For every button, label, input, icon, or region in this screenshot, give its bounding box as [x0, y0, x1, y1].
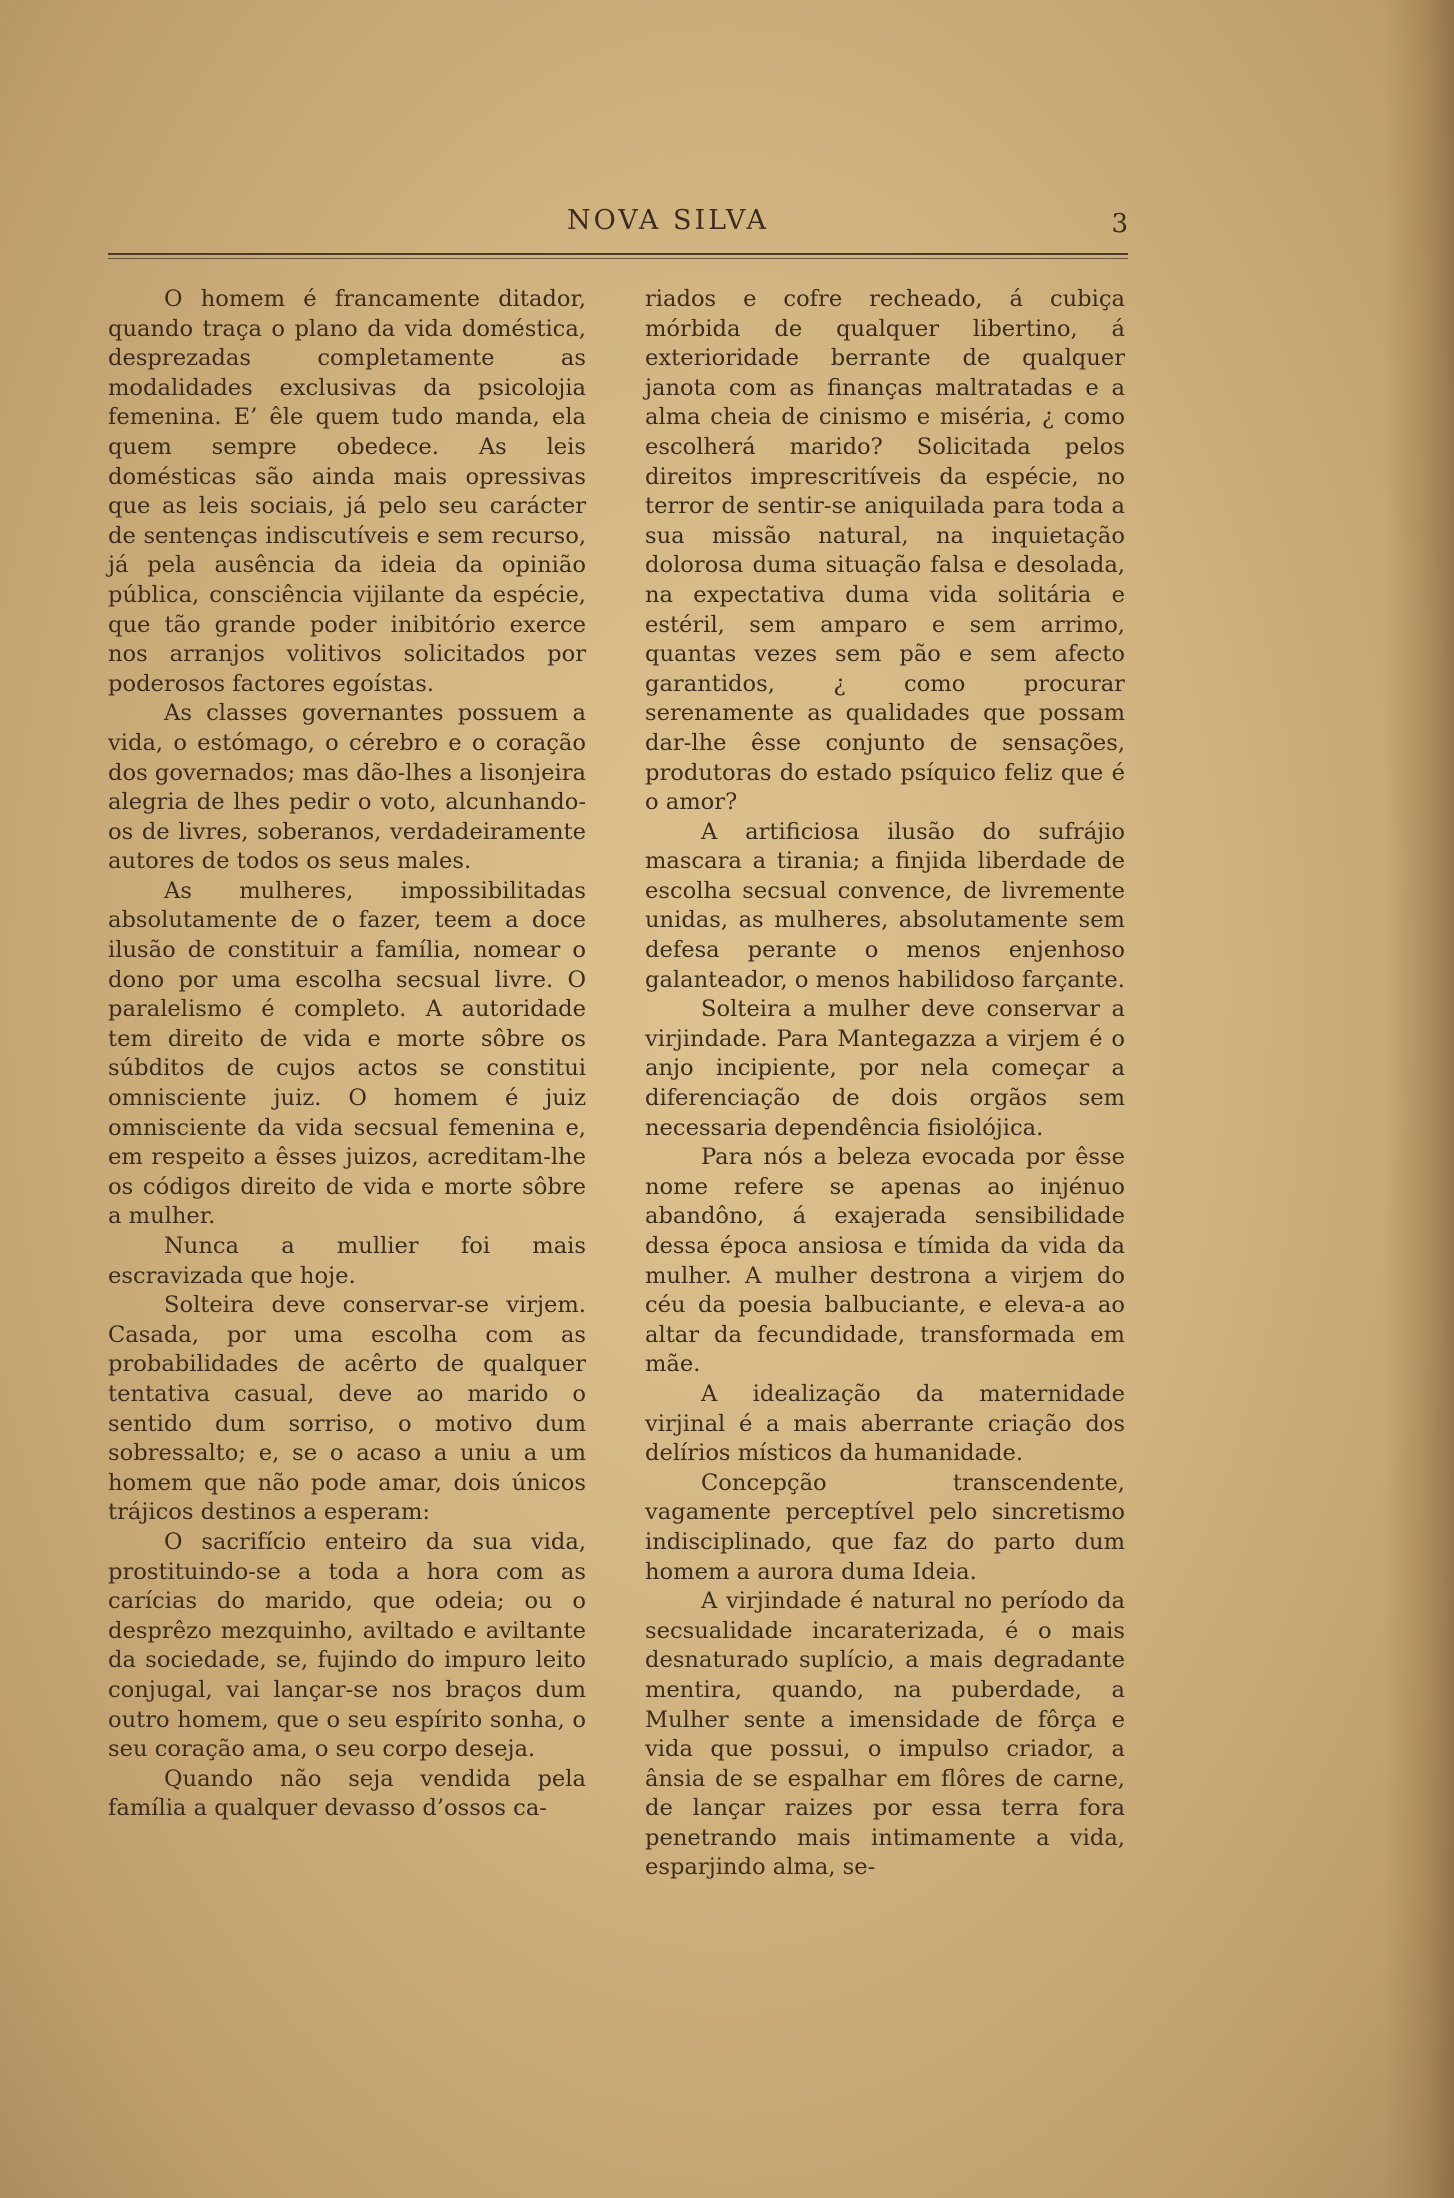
running-title: NOVA SILVA: [566, 205, 770, 236]
paragraph: Quando não seja vendida pela família a qualquer devasso d’ossos ca-: [108, 1765, 586, 1822]
paragraph: A virjindade é natural no período da secsualidade incaraterizada, é o mais desnaturado suplício, a mais degradante mentira, quando, na puberdade, a Mulher sente a imensidade de fôrça e vida que possui, o impulso criador, a ânsia de se espalhar em flôres de carne, de lançar raizes por essa terra fora penetrando mais intimamente a vida, esparjindo alma, se-: [645, 1588, 1125, 1881]
paragraph: Para nós a beleza evocada por êsse nome refere se apenas ao injénuo abandôno, á exajerada sensibilidade dessa época ansiosa e tímida da vida da mulher. A mulher destrona a virjem do céu da poesia balbuciante, e eleva-a ao altar da fecundidade, transformada em mãe.: [645, 1144, 1125, 1378]
page-edge-shadow: [1384, 0, 1454, 2198]
paragraph: Concepção transcendente, vagamente perceptível pelo sincretismo indisciplinado, que faz do parto dum homem a aurora duma Ideia.: [645, 1469, 1125, 1585]
paragraph: Solteira a mulher deve conservar a virjindade. Para Mantegazza a virjem é o anjo incipiente, por nela começar a diferenciação de dois orgãos sem necessaria dependência fisiolójica.: [645, 996, 1125, 1141]
paragraph: As mulheres, impossibilitadas absolutamente de o fazer, teem a doce ilusão de constituir a família, nomear o dono por uma escolha secsual livre. O paralelismo é completo. A autoridade tem direito de vida e morte sôbre os súbditos de cujos actos se constitui omnisciente juiz. O homem é juiz omnisciente da vida secsual femenina e, em respeito a êsses juizos, acreditam-lhe os códigos direito de vida e morte sôbre a mulher.: [108, 877, 586, 1230]
page-header: [108, 205, 1128, 245]
paragraph: A artificiosa ilusão do sufrájio mascara a tirania; a finjida liberdade de escolha secsual convence, de livremente unidas, as mulheres, absolutamente sem defesa perante o menos enjenhoso galanteador, o menos habilidoso farçante.: [645, 818, 1125, 993]
header-rule: [108, 253, 1128, 259]
right-column: [645, 285, 1125, 1883]
paragraph: O homem é francamente ditador, quando traça o plano da vida doméstica, desprezadas completamente as modalidades exclusivas da psicolojia femenina. E’ êle quem tudo manda, ela quem sempre obedece. As leis domésticas são ainda mais opressivas que as leis sociais, já pelo seu carácter de sentenças indiscutíveis e sem recurso, já pela ausência da ideia da opinião pública, consciência vijilante da espécie, que tão grande poder inibitório exerce nos arranjos volitivos solicitados por poderosos factores egoístas.: [108, 286, 586, 697]
paragraph-continued: riados e cofre recheado, á cubiça mórbida de qualquer libertino, á exterioridade berrante de qualquer janota com as finanças maltratadas e a alma cheia de cinismo e miséria, ¿ como escolherá marido? Solicitada pelos direitos imprescritíveis da espécie, no terror de sentir-se aniquilada para toda a sua missão natural, na inquietação dolorosa duma situação falsa e desolada, na expectativa duma vida solitária e estéril, sem amparo e sem arrimo, quantas vezes sem pão e sem afecto garantidos, ¿ como procurar serenamente as qualidades que possam dar-lhe êsse conjunto de sensações, produtoras do estado psíquico feliz que é o amor?: [645, 286, 1125, 816]
left-column: [108, 285, 586, 1824]
paragraph: Solteira deve conservar-se virjem. Casada, por uma escolha com as probabilidades de acêrto de qualquer tentativa casual, deve ao marido o sentido dum sorriso, o motivo dum sobressalto; e, se o acaso a uniu a um homem que não pode amar, dois únicos trájicos destinos a esperam:: [108, 1292, 586, 1526]
paragraph: O sacrifício enteiro da sua vida, prostituindo-se a toda a hora com as carícias do marido, que odeia; ou o desprêzo mezquinho, aviltado e aviltante da sociedade, se, fujindo do impuro leito conjugal, vai lançar-se nos braços dum outro homem, que o seu espírito sonha, o seu coração ama, o seu corpo deseja.: [108, 1528, 586, 1763]
paragraph: A idealização da maternidade virjinal é a mais aberrante criação dos delírios místicos da humanidade.: [645, 1380, 1125, 1467]
paragraph: As classes governantes possuem a vida, o estómago, o cérebro e o coração dos governados; mas dão-lhes a lisonjeira alegria de lhes pedir o voto, alcunhando-os de livres, soberanos, verdadeiramente autores de todos os seus males.: [108, 700, 586, 875]
paragraph: Nunca a mullier foi mais escravizada que hoje.: [108, 1233, 586, 1289]
page-number: 3: [1111, 209, 1128, 239]
